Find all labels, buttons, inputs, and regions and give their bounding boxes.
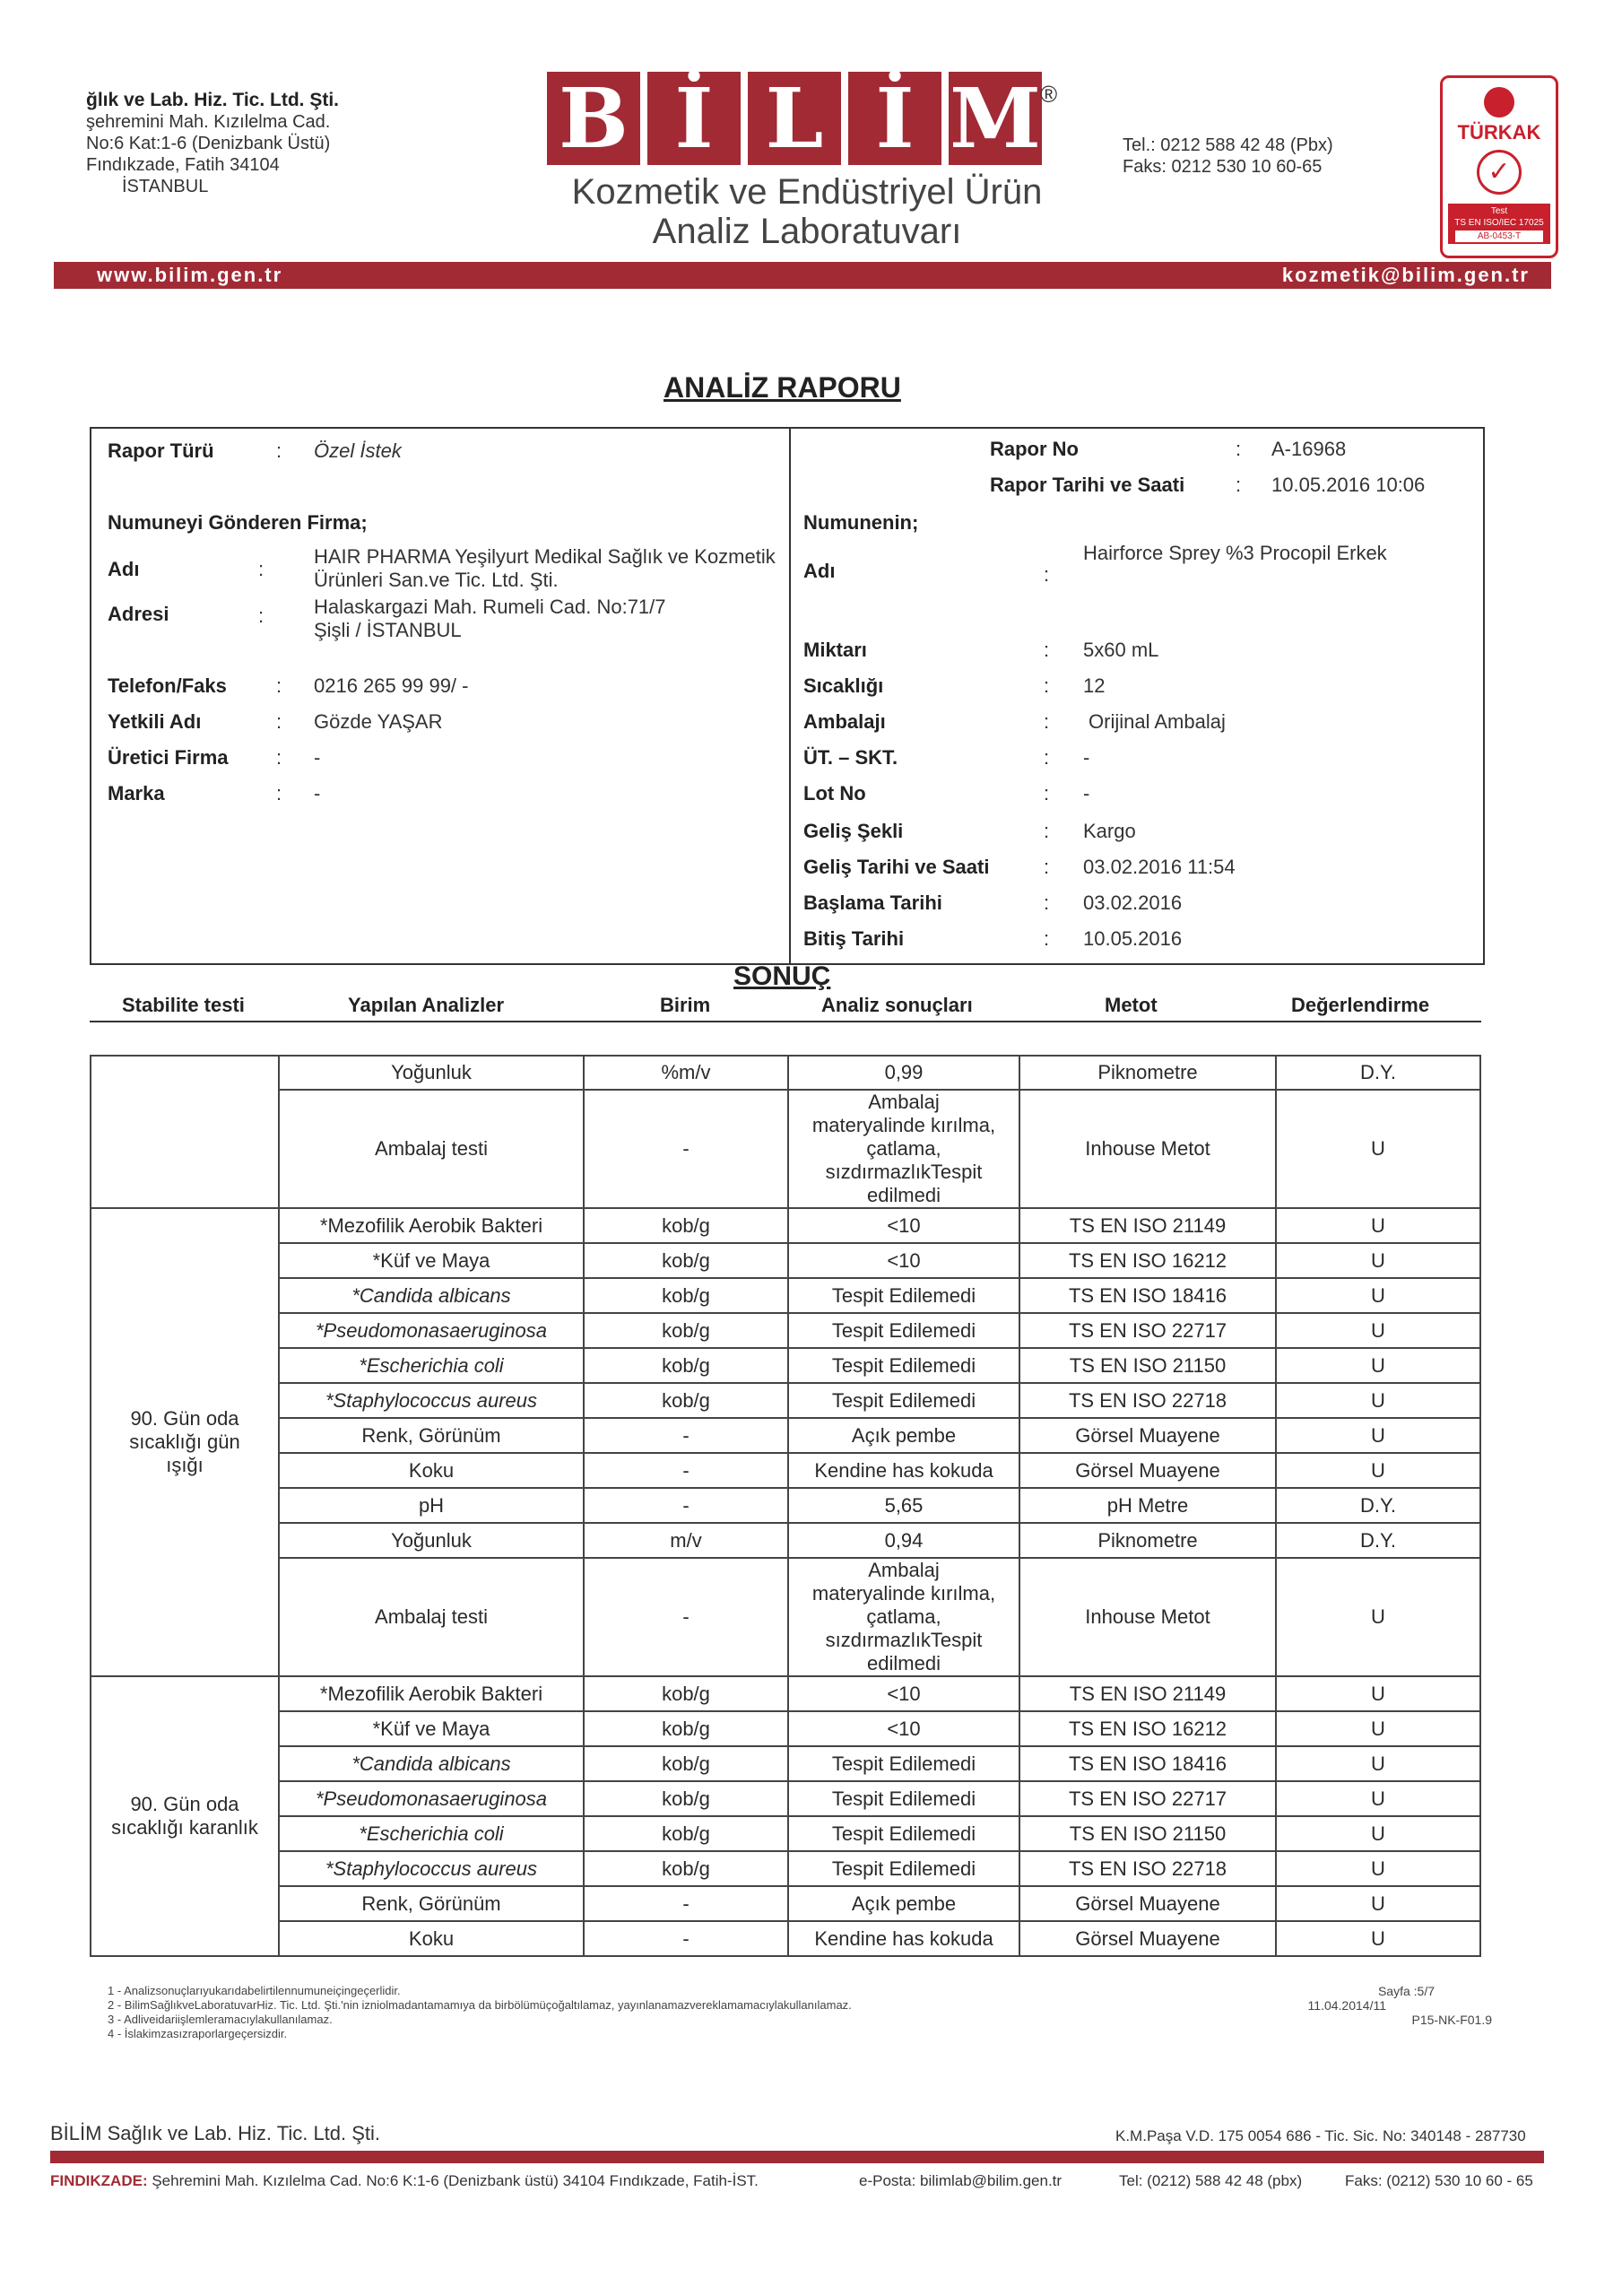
footer-address-label: FINDIKZADE:	[50, 2172, 148, 2189]
table-row	[91, 1886, 1480, 1921]
sonuc-cell: Açık pembe	[788, 1886, 1019, 1921]
turkak-line: TS EN ISO/IEC 17025	[1454, 218, 1544, 228]
rapor-turu-value: Özel İstek	[314, 439, 402, 462]
table-row	[91, 1278, 1480, 1313]
sonuc-line: materyalinde kırılma,	[811, 1114, 996, 1136]
sonuc-cell: <10	[788, 1243, 1019, 1278]
colon: :	[1044, 674, 1050, 697]
table-row	[91, 1348, 1480, 1383]
metot-cell: Görsel Muayene	[1019, 1921, 1276, 1956]
deg-cell: U	[1276, 1348, 1480, 1383]
page-title: ANALİZ RAPORU	[664, 371, 901, 404]
sonuc-cell: Tespit Edilemedi	[788, 1851, 1019, 1886]
address-line: No:6 Kat:1-6 (Denizbank Üstü)	[86, 134, 331, 153]
col-header-metot: Metot	[1105, 994, 1158, 1016]
stabilite-line: ışığı	[166, 1454, 204, 1476]
deg-cell: U	[1276, 1746, 1480, 1781]
analiz-italic: *Staphylococcus aureus	[325, 1857, 538, 1880]
table-row	[91, 1851, 1480, 1886]
sonuc-cell: Tespit Edilemedi	[788, 1348, 1019, 1383]
sonuc-cell: Tespit Edilemedi	[788, 1383, 1019, 1418]
footer-tel: Tel: (0212) 588 42 48 (pbx)	[1119, 2172, 1303, 2189]
numune-adi-label: Adı	[803, 560, 836, 582]
metot-cell: Görsel Muayene	[1019, 1418, 1276, 1453]
birim-cell: kob/g	[584, 1711, 788, 1746]
baslama-label: Başlama Tarihi	[803, 891, 942, 914]
colon: :	[1236, 474, 1242, 496]
sonuc-line: edilmedi	[867, 1652, 941, 1674]
sonuc-line: çatlama,	[866, 1137, 941, 1160]
birim-cell: kob/g	[584, 1383, 788, 1418]
table-row	[91, 1781, 1480, 1816]
logo-letter: İ	[647, 72, 741, 165]
birim-cell: kob/g	[584, 1243, 788, 1278]
ut-skt-value: -	[1083, 746, 1090, 769]
page-info	[1291, 1984, 1492, 2027]
metot-cell: TS EN ISO 22717	[1019, 1781, 1276, 1816]
colon: :	[258, 558, 265, 580]
deg-cell: U	[1276, 1313, 1480, 1348]
sonuc-cell	[788, 1558, 1019, 1676]
adresi-value: Halaskargazi Mah. Rumeli Cad. No:71/7	[314, 596, 666, 618]
deg-cell: U	[1276, 1676, 1480, 1711]
stabilite-cell	[91, 1056, 279, 1208]
deg-cell: U	[1276, 1921, 1480, 1956]
analiz-cell: Koku	[279, 1921, 584, 1956]
table-row	[91, 1090, 1480, 1208]
telefon-label: Telefon/Faks	[108, 674, 227, 697]
sonuc-cell: Tespit Edilemedi	[788, 1746, 1019, 1781]
turkak-line: AB-0453-T	[1455, 230, 1543, 242]
analiz-cell: Renk, Görünüm	[279, 1418, 584, 1453]
analiz-cell: *Mezofilik Aerobik Bakteri	[279, 1208, 584, 1243]
analiz-cell	[279, 1383, 584, 1418]
logo-letter: L	[748, 72, 841, 165]
footer-address	[50, 2172, 759, 2190]
info-divider	[789, 427, 791, 963]
header-tel: Tel.: 0212 588 42 48 (Pbx)	[1123, 135, 1333, 155]
analiz-italic: *Escherichia coli	[359, 1822, 504, 1845]
turkak-name: TÜRKAK	[1457, 121, 1541, 144]
deg-cell: U	[1276, 1816, 1480, 1851]
address-line: Fındıkzade, Fatih 34104	[86, 155, 280, 175]
bitis-label: Bitiş Tarihi	[803, 927, 905, 950]
analiz-cell: Yoğunluk	[279, 1523, 584, 1558]
sonuc-cell: Kendine has kokuda	[788, 1453, 1019, 1488]
table-row	[91, 1383, 1480, 1418]
analiz-cell	[279, 1851, 584, 1886]
miktari-label: Miktarı	[803, 639, 867, 661]
header-bar	[54, 262, 1551, 289]
birim-cell: kob/g	[584, 1208, 788, 1243]
rapor-turu-label: Rapor Türü	[108, 439, 214, 462]
colon: :	[276, 746, 282, 769]
logo-subtitle: Kozmetik ve Endüstriyel Ürün	[571, 172, 1043, 212]
analiz-italic: *Escherichia coli	[359, 1353, 504, 1377]
table-row	[91, 1313, 1480, 1348]
analiz-cell: Koku	[279, 1453, 584, 1488]
birim-cell: m/v	[584, 1523, 788, 1558]
deg-cell: U	[1276, 1558, 1480, 1676]
sonuc-cell: Tespit Edilemedi	[788, 1781, 1019, 1816]
uretici-label: Üretici Firma	[108, 746, 229, 769]
form-date: 11.04.2014/11	[1307, 1998, 1386, 2013]
miktari-value: 5x60 mL	[1083, 639, 1159, 661]
colon: :	[276, 674, 282, 697]
table-row	[91, 1418, 1480, 1453]
address-line: şehremini Mah. Kızılelma Cad.	[86, 112, 331, 132]
colon: :	[1044, 820, 1050, 842]
bilim-logo	[547, 72, 1067, 251]
sonuc-cell: Kendine has kokuda	[788, 1921, 1019, 1956]
form-code: P15-NK-F01.9	[1411, 2013, 1492, 2027]
footer-email[interactable]: e-Posta: bilimlab@bilim.gen.tr	[859, 2172, 1063, 2189]
birim-cell: kob/g	[584, 1746, 788, 1781]
colon: :	[1044, 927, 1050, 950]
metot-cell: Inhouse Metot	[1019, 1558, 1276, 1676]
adi-value: HAIR PHARMA Yeşilyurt Medikal Sağlık ve Kozmetik	[314, 545, 776, 568]
table-row	[91, 1208, 1480, 1243]
footer-address-text: Şehremini Mah. Kızılelma Cad. No:6 K:1-6 (Denizbank üstü) 34104 Fındıkzade, Fatih-İST.	[152, 2172, 759, 2189]
header-fax: Faks: 0212 530 10 60-65	[1123, 157, 1323, 177]
sonuc-line: edilmedi	[867, 1184, 941, 1206]
deg-cell: D.Y.	[1276, 1056, 1480, 1090]
metot-cell: Inhouse Metot	[1019, 1090, 1276, 1208]
metot-cell: TS EN ISO 22718	[1019, 1383, 1276, 1418]
analiz-cell: *Mezofilik Aerobik Bakteri	[279, 1676, 584, 1711]
rapor-no-label: Rapor No	[990, 438, 1079, 460]
table-row	[91, 1746, 1480, 1781]
turkak-line: Test	[1490, 206, 1508, 216]
website-link[interactable]: www.bilim.gen.tr	[97, 264, 283, 286]
sonuc-line: Ambalaj	[868, 1091, 940, 1113]
numunenin-label: Numunenin;	[803, 511, 919, 534]
adresi-value: Şişli / İSTANBUL	[314, 619, 462, 641]
analiz-cell	[279, 1348, 584, 1383]
sonuc-cell: 0,99	[788, 1056, 1019, 1090]
results-table	[90, 1055, 1481, 1957]
analiz-cell: Ambalaj testi	[279, 1558, 584, 1676]
footer-tax: K.M.Paşa V.D. 175 0054 686 - Tic. Sic. No: 340148 - 287730	[1115, 2127, 1526, 2144]
deg-cell: U	[1276, 1243, 1480, 1278]
colon: :	[258, 604, 265, 627]
sonuc-line: Ambalaj	[868, 1559, 940, 1581]
metot-cell: TS EN ISO 21150	[1019, 1816, 1276, 1851]
address-line: ğlık ve Lab. Hiz. Tic. Ltd. Şti.	[86, 90, 339, 110]
marka-label: Marka	[108, 782, 165, 804]
metot-cell: TS EN ISO 22717	[1019, 1313, 1276, 1348]
metot-cell: Görsel Muayene	[1019, 1453, 1276, 1488]
ambalaji-label: Ambalajı	[803, 710, 886, 733]
table-row	[91, 1488, 1480, 1523]
analiz-italic: *Pseudomonasaeruginosa	[315, 1787, 548, 1810]
logo-letter: İ	[848, 72, 941, 165]
deg-cell: U	[1276, 1208, 1480, 1243]
birim-cell: kob/g	[584, 1278, 788, 1313]
header-address	[86, 90, 409, 197]
table-row	[91, 1056, 1480, 1090]
info-box	[90, 427, 1485, 965]
analiz-cell: *Küf ve Maya	[279, 1711, 584, 1746]
metot-cell: TS EN ISO 16212	[1019, 1711, 1276, 1746]
analiz-cell: Ambalaj testi	[279, 1090, 584, 1208]
metot-cell: Piknometre	[1019, 1056, 1276, 1090]
analiz-cell: Yoğunluk	[279, 1056, 584, 1090]
sonuc-line: sızdırmazlıkTespit	[825, 1629, 983, 1651]
analiz-cell	[279, 1313, 584, 1348]
telefon-value: 0216 265 99 99/ -	[314, 674, 469, 697]
col-header-degerlendirme: Değerlendirme	[1291, 994, 1430, 1016]
analiz-italic: *Candida albicans	[351, 1283, 511, 1307]
metot-cell: TS EN ISO 21149	[1019, 1676, 1276, 1711]
turkak-badge	[1440, 75, 1558, 258]
deg-cell: U	[1276, 1781, 1480, 1816]
birim-cell: kob/g	[584, 1676, 788, 1711]
metot-cell: TS EN ISO 16212	[1019, 1243, 1276, 1278]
sonuc-cell: <10	[788, 1208, 1019, 1243]
metot-cell: pH Metre	[1019, 1488, 1276, 1523]
birim-cell: -	[584, 1090, 788, 1208]
colon: :	[1044, 710, 1050, 733]
turkak-accreditation	[1448, 204, 1550, 244]
deg-cell: U	[1276, 1453, 1480, 1488]
deg-cell: U	[1276, 1851, 1480, 1886]
gelis-tarihi-label: Geliş Tarihi ve Saati	[803, 856, 990, 878]
sonuc-cell: Tespit Edilemedi	[788, 1313, 1019, 1348]
sonuc-cell: 5,65	[788, 1488, 1019, 1523]
numune-adi-value: Hairforce Sprey %3 Procopil Erkek	[1083, 542, 1387, 564]
sonuc-cell: 0,94	[788, 1523, 1019, 1558]
baslama-value: 03.02.2016	[1083, 891, 1183, 914]
adi-value: Ürünleri San.ve Tic. Ltd. Şti.	[314, 569, 559, 591]
adresi-label: Adresi	[108, 603, 169, 625]
metot-cell: TS EN ISO 21149	[1019, 1208, 1276, 1243]
birim-cell: kob/g	[584, 1313, 788, 1348]
stabilite-line: sıcaklığı karanlık	[111, 1816, 258, 1839]
gonderen-firma-label: Numuneyi Gönderen Firma;	[108, 511, 368, 534]
metot-cell: TS EN ISO 18416	[1019, 1746, 1276, 1781]
birim-cell: kob/g	[584, 1816, 788, 1851]
notes	[108, 1984, 1184, 2041]
header-contact	[1123, 135, 1333, 178]
analiz-cell	[279, 1278, 584, 1313]
check-icon: ✓	[1477, 150, 1522, 195]
analiz-cell: Renk, Görünüm	[279, 1886, 584, 1921]
stabilite-cell	[91, 1676, 279, 1956]
marka-value: -	[314, 782, 321, 804]
footer-bar	[50, 2151, 1544, 2163]
deg-cell: U	[1276, 1886, 1480, 1921]
birim-cell: -	[584, 1921, 788, 1956]
sonuc-cell: Açık pembe	[788, 1418, 1019, 1453]
deg-cell: D.Y.	[1276, 1523, 1480, 1558]
deg-cell: U	[1276, 1711, 1480, 1746]
deg-cell: U	[1276, 1383, 1480, 1418]
sonuc-heading: SONUÇ	[733, 961, 831, 991]
sonuc-line: çatlama,	[866, 1605, 941, 1628]
deg-cell: U	[1276, 1090, 1480, 1208]
sicakligi-label: Sıcaklığı	[803, 674, 884, 697]
uretici-value: -	[314, 746, 321, 769]
note-line: 3 - Adliveidariişlemleramacıylakullanılamaz.	[108, 2013, 333, 2026]
sonuc-cell: Tespit Edilemedi	[788, 1278, 1019, 1313]
colon: :	[1236, 438, 1242, 460]
metot-cell: Piknometre	[1019, 1523, 1276, 1558]
colon: :	[1044, 856, 1050, 878]
col-header-analizler: Yapılan Analizler	[348, 994, 505, 1016]
col-header-stabilite: Stabilite testi	[122, 994, 245, 1016]
birim-cell: -	[584, 1418, 788, 1453]
colon: :	[1044, 782, 1050, 804]
deg-cell: D.Y.	[1276, 1488, 1480, 1523]
stabilite-line: sıcaklığı gün	[129, 1431, 240, 1453]
analiz-cell	[279, 1816, 584, 1851]
table-row	[91, 1453, 1480, 1488]
analiz-cell	[279, 1781, 584, 1816]
colon: :	[1044, 639, 1050, 661]
address-line: İSTANBUL	[122, 177, 209, 196]
sonuc-cell: Tespit Edilemedi	[788, 1816, 1019, 1851]
birim-cell: -	[584, 1488, 788, 1523]
metot-cell: TS EN ISO 18416	[1019, 1278, 1276, 1313]
deg-cell: U	[1276, 1278, 1480, 1313]
table-row	[91, 1816, 1480, 1851]
birim-cell: -	[584, 1886, 788, 1921]
sicakligi-value: 12	[1083, 674, 1106, 697]
analiz-italic: *Pseudomonasaeruginosa	[315, 1318, 548, 1342]
col-header-sonuclar: Analiz sonuçları	[821, 994, 973, 1016]
lot-label: Lot No	[803, 782, 866, 804]
deg-cell: U	[1276, 1418, 1480, 1453]
rapor-tarihi-value: 10.05.2016 10:06	[1271, 474, 1426, 496]
metot-cell: TS EN ISO 21150	[1019, 1348, 1276, 1383]
table-row	[91, 1676, 1480, 1711]
rapor-no-value: A-16968	[1271, 438, 1347, 460]
page-number: Sayfa :5/7	[1377, 1984, 1435, 1998]
footer-fax: Faks: (0212) 530 10 60 - 65	[1345, 2172, 1533, 2189]
sonuc-line: sızdırmazlıkTespit	[825, 1161, 983, 1183]
gelis-sekli-label: Geliş Şekli	[803, 820, 904, 842]
stabilite-line: 90. Gün oda	[130, 1793, 239, 1815]
gelis-tarihi-value: 03.02.2016 11:54	[1083, 856, 1236, 878]
registered-mark: ®	[1040, 81, 1058, 108]
footer-company: BİLİM Sağlık ve Lab. Hiz. Tic. Ltd. Şti.	[50, 2122, 381, 2144]
analiz-cell: *Küf ve Maya	[279, 1243, 584, 1278]
analiz-cell	[279, 1746, 584, 1781]
table-row	[91, 1711, 1480, 1746]
analiz-italic: *Staphylococcus aureus	[325, 1388, 538, 1412]
note-line: 4 - İslakimzasızraporlargeçersizdir.	[108, 2027, 288, 2040]
colon: :	[276, 439, 282, 462]
sonuc-cell: <10	[788, 1711, 1019, 1746]
birim-cell: -	[584, 1453, 788, 1488]
metot-cell: TS EN ISO 22718	[1019, 1851, 1276, 1886]
sonuc-line: materyalinde kırılma,	[811, 1582, 996, 1605]
adi-label: Adı	[108, 558, 140, 580]
sonuc-cell: <10	[788, 1676, 1019, 1711]
colon: :	[1044, 563, 1050, 586]
logo-letter: B	[547, 72, 640, 165]
turkak-emblem-icon	[1484, 87, 1514, 117]
table-row	[91, 1921, 1480, 1956]
yetkili-value: Gözde YAŞAR	[314, 710, 443, 733]
stabilite-line: 90. Gün oda	[130, 1407, 239, 1430]
logo-letter: M	[950, 70, 1041, 167]
colon: :	[276, 710, 282, 733]
logo-subtitle: Analiz Laboratuvarı	[652, 212, 962, 251]
note-line: 1 - Analizsonuçlarıyukarıdabelirtilennumuneiçingeçerlidir.	[108, 1984, 401, 1997]
email-link[interactable]: kozmetik@bilim.gen.tr	[1281, 264, 1530, 286]
table-row	[91, 1523, 1480, 1558]
ambalaji-value: Orijinal Ambalaj	[1089, 710, 1226, 733]
analiz-cell: pH	[279, 1488, 584, 1523]
bitis-value: 10.05.2016	[1083, 927, 1183, 950]
col-header-birim: Birim	[660, 994, 711, 1016]
birim-cell: %m/v	[584, 1056, 788, 1090]
sonuc-cell	[788, 1090, 1019, 1208]
gelis-sekli-value: Kargo	[1083, 820, 1136, 842]
note-line: 2 - BilimSağlıkveLaboratuvarHiz. Tic. Ltd. Şti.'nin izniolmadantamamıya da birbölümüçoğaltılamaz, yayınlanamazvereklamamacıylakullanılamaz.	[108, 1998, 852, 2012]
table-row	[91, 1243, 1480, 1278]
birim-cell: kob/g	[584, 1851, 788, 1886]
table-row	[91, 1558, 1480, 1676]
analiz-italic: *Candida albicans	[351, 1752, 511, 1775]
lot-value: -	[1083, 782, 1090, 804]
colon: :	[276, 782, 282, 804]
yetkili-label: Yetkili Adı	[108, 710, 202, 733]
ut-skt-label: ÜT. – SKT.	[803, 746, 898, 769]
birim-cell: kob/g	[584, 1781, 788, 1816]
header-rule	[90, 1021, 1481, 1022]
stabilite-cell	[91, 1208, 279, 1676]
metot-cell: Görsel Muayene	[1019, 1886, 1276, 1921]
rapor-tarihi-label: Rapor Tarihi ve Saati	[990, 474, 1185, 496]
colon: :	[1044, 746, 1050, 769]
birim-cell: kob/g	[584, 1348, 788, 1383]
birim-cell: -	[584, 1558, 788, 1676]
colon: :	[1044, 891, 1050, 914]
